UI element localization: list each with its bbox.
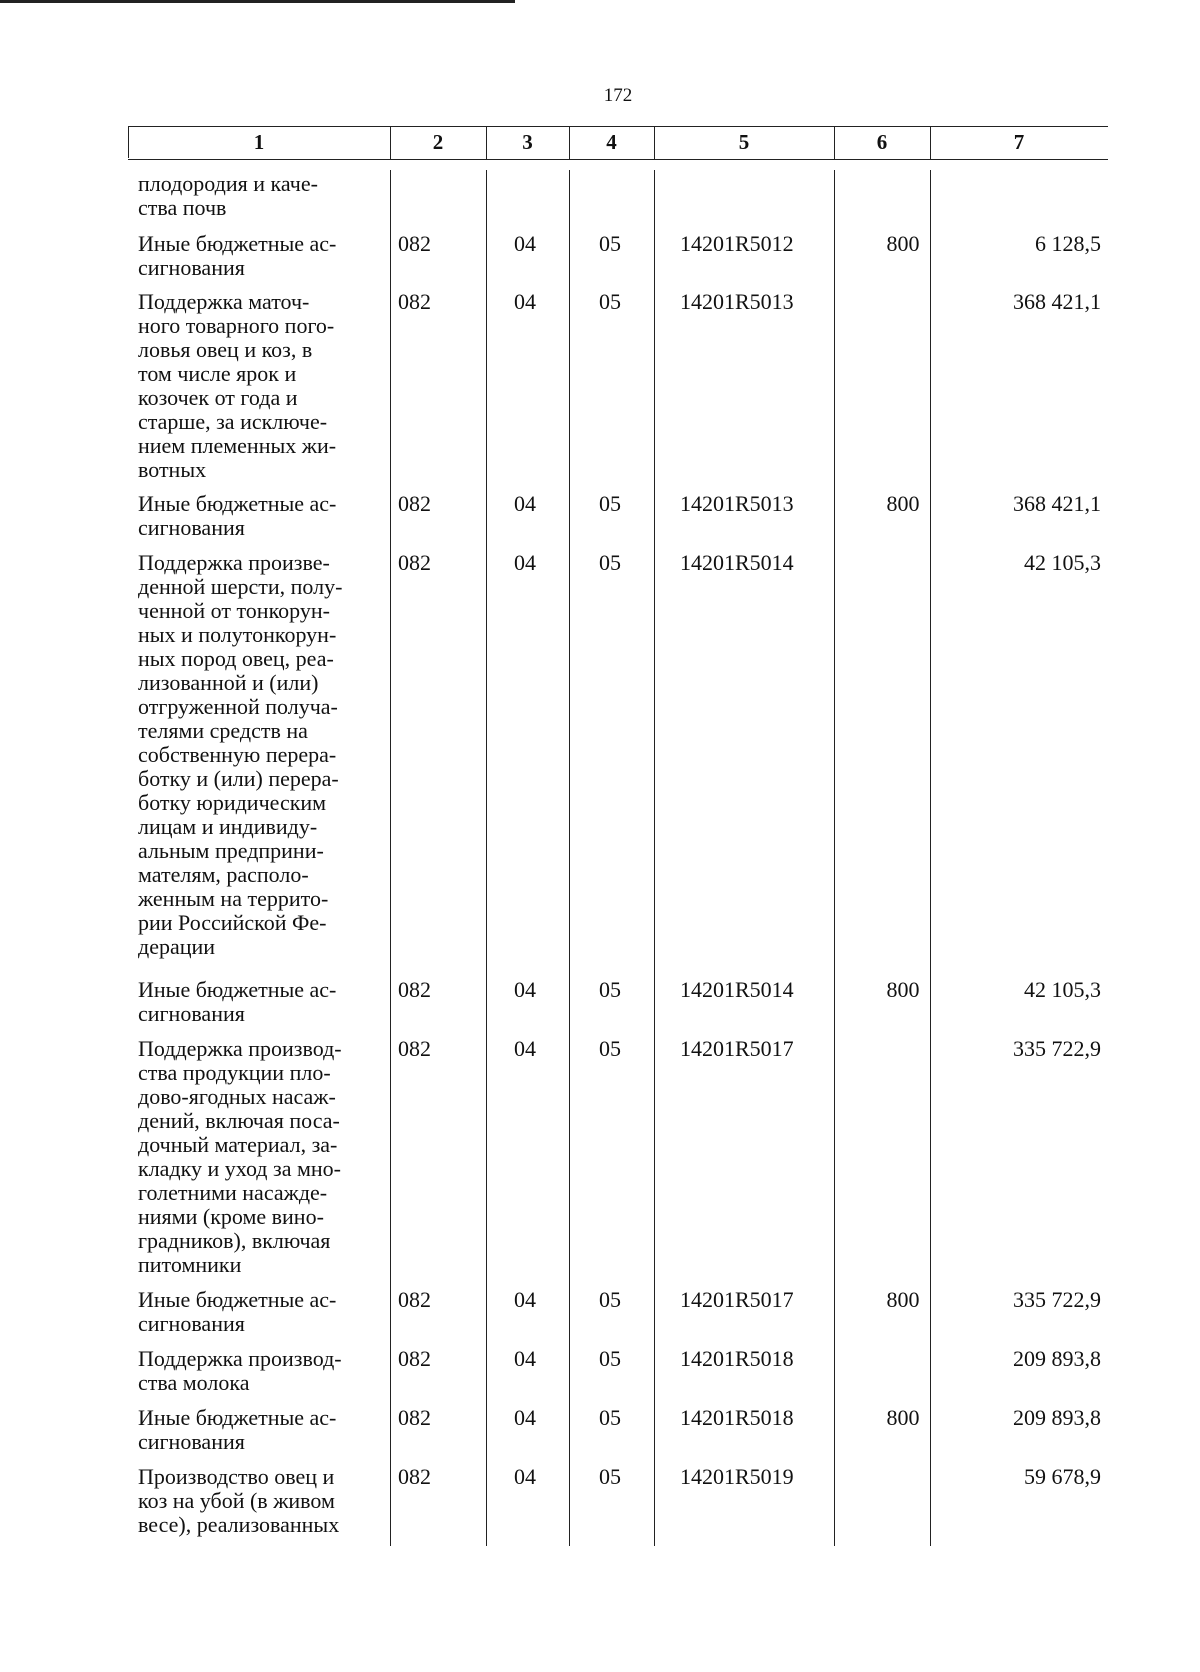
subsection-code: 05 [599, 1464, 621, 1489]
ministry-code: 082 [398, 1346, 431, 1371]
budget-table [128, 126, 1108, 1537]
row-description: Иные бюджетные ас- сигнования [138, 1405, 337, 1454]
target-article-code: 14201R5018 [680, 1405, 794, 1430]
target-article-code: 14201R5013 [680, 491, 794, 516]
row-description: Поддержка производ- ства продукции пло- дово-ягодных насаж- дений, включая поса- дочный материал, за- кладку и уход за мно- голетними насажде- ниями (кроме вино- градников), включая питомники [138, 1036, 342, 1277]
ministry-code: 082 [398, 289, 431, 314]
table-header-row [128, 126, 1108, 160]
subsection-code: 05 [599, 1346, 621, 1371]
target-article-code: 14201R5012 [680, 231, 794, 256]
target-article-code: 14201R5019 [680, 1464, 794, 1489]
ministry-code: 082 [398, 550, 431, 575]
row-description: Поддержка маточ- ного товарного пого- ловья овец и коз, в том числе ярок и козочек от года и старше, за исключе- нием племенных жи- вотных [138, 289, 337, 482]
target-article-code: 14201R5014 [680, 550, 794, 575]
amount: 368 421,1 [1013, 491, 1101, 516]
row-description: Производство овец и коз на убой (в живом весе), реализованных [138, 1464, 340, 1537]
section-code: 04 [514, 977, 536, 1002]
section-code: 04 [514, 289, 536, 314]
expense-type-code: 800 [886, 977, 920, 1002]
amount: 209 893,8 [1013, 1405, 1101, 1430]
amount: 209 893,8 [1013, 1346, 1101, 1371]
section-code: 04 [514, 1036, 536, 1061]
ministry-code: 082 [398, 1287, 431, 1312]
ministry-code: 082 [398, 1036, 431, 1061]
target-article-code: 14201R5014 [680, 977, 794, 1002]
amount: 42 105,3 [1024, 550, 1101, 575]
section-code: 04 [514, 550, 536, 575]
section-code: 04 [514, 231, 536, 256]
header-col-2: 2 [432, 130, 444, 154]
row-description: Иные бюджетные ас- сигнования [138, 977, 337, 1026]
row-description: Иные бюджетные ас- сигнования [138, 1287, 337, 1336]
header-gap [128, 160, 1108, 170]
header-col-6: 6 [876, 130, 888, 154]
amount: 368 421,1 [1013, 289, 1101, 314]
subsection-code: 05 [599, 977, 621, 1002]
expense-type-code: 800 [886, 231, 920, 256]
section-code: 04 [514, 1346, 536, 1371]
subsection-code: 05 [599, 550, 621, 575]
subsection-code: 05 [599, 289, 621, 314]
top-scan-rule [0, 0, 515, 3]
target-article-code: 14201R5017 [680, 1036, 794, 1061]
subsection-code: 05 [599, 231, 621, 256]
target-article-code: 14201R5013 [680, 289, 794, 314]
ministry-code: 082 [398, 231, 431, 256]
page-number: 172 [603, 85, 633, 106]
amount: 335 722,9 [1013, 1287, 1101, 1312]
target-article-code: 14201R5018 [680, 1346, 794, 1371]
section-code: 04 [514, 1287, 536, 1312]
ministry-code: 082 [398, 1405, 431, 1430]
subsection-code: 05 [599, 491, 621, 516]
ministry-code: 082 [398, 977, 431, 1002]
header-col-3: 3 [522, 130, 533, 154]
section-code: 04 [514, 491, 536, 516]
header-col-5: 5 [738, 130, 750, 154]
expense-type-code: 800 [886, 491, 920, 516]
amount: 59 678,9 [1024, 1464, 1101, 1489]
amount: 6 128,5 [1035, 231, 1101, 256]
ministry-code: 082 [398, 491, 431, 516]
header-col-1: 1 [253, 130, 265, 154]
row-description: Поддержка произве- денной шерсти, полу- ченной от тонкорун- ных и полутонкорун- ных пород овец, реа- лизованной и (или) отгруженной получа- телями средств на собственную перера- ботку и (или) перера- ботку юридическим лицам и индивиду- альным предприни- мателям, располо- женным на террито- рии Российской Фе- дерации [138, 550, 343, 959]
section-code: 04 [514, 1464, 536, 1489]
section-code: 04 [514, 1405, 536, 1430]
row-description: Иные бюджетные ас- сигнования [138, 491, 337, 540]
subsection-code: 05 [599, 1287, 621, 1312]
header-col-7: 7 [1013, 130, 1025, 154]
row-description: Иные бюджетные ас- сигнования [138, 231, 337, 280]
row-description: Поддержка производ- ства молока [138, 1346, 342, 1395]
target-article-code: 14201R5017 [680, 1287, 794, 1312]
expense-type-code: 800 [886, 1405, 920, 1430]
subsection-code: 05 [599, 1036, 621, 1061]
header-col-4: 4 [606, 130, 617, 154]
expense-type-code: 800 [886, 1287, 920, 1312]
subsection-code: 05 [599, 1405, 621, 1430]
row-description: плодородия и каче- ства почв [138, 171, 318, 220]
amount: 335 722,9 [1013, 1036, 1101, 1061]
ministry-code: 082 [398, 1464, 431, 1489]
amount: 42 105,3 [1024, 977, 1101, 1002]
